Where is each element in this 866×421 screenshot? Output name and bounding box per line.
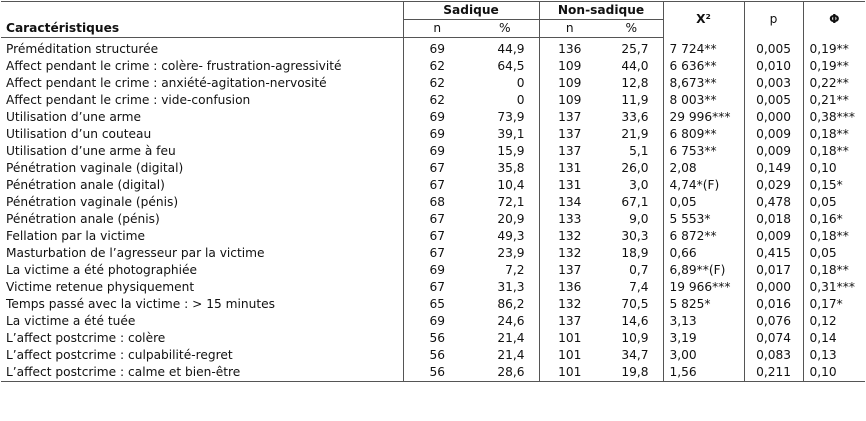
cell-n-non-sadique: 137: [539, 262, 600, 279]
header-row-groups: [1, 2, 865, 20]
cell-chi-square: 3,00: [663, 347, 744, 364]
table-row: [1, 177, 865, 194]
cell-n-non-sadique: 137: [539, 313, 600, 330]
cell-pct-non-sadique: 7,4: [629, 280, 649, 294]
table-row: [1, 364, 865, 382]
table-row: [1, 313, 865, 330]
cell-pct-sadique: 72,1: [497, 195, 525, 209]
cell-pct-non-sadique: 21,9: [621, 127, 649, 141]
cell-p-value: 0,083: [744, 347, 803, 364]
cell-n-non-sadique: 137: [539, 126, 600, 143]
cell-n-sadique: 62: [403, 92, 471, 109]
cell-n-non-sadique: 137: [539, 143, 600, 160]
cell-chi-square: 0,66: [663, 245, 744, 262]
cell-phi: 0,17*: [803, 296, 865, 313]
table-body: [1, 38, 865, 382]
column-header-n-sadique: n: [403, 20, 471, 38]
cell-pct-sadique: 15,9: [497, 144, 525, 158]
cell-p-value: 0,149: [744, 160, 803, 177]
cell-pct-sadique: 28,6: [471, 364, 539, 382]
cell-pct-sadique: 49,3: [497, 229, 525, 243]
cell-chi-square: 7 724**: [663, 38, 744, 59]
cell-chi-square: 0,05: [663, 194, 744, 211]
cell-n-sadique: 67: [403, 177, 471, 194]
cell-n-non-sadique: 136: [539, 38, 600, 59]
cell-phi: 0,13: [803, 347, 865, 364]
cell-chi-square: 5 553*: [663, 211, 744, 228]
statistics-table-container: [1, 1, 865, 419]
group-header-non-sadique: Non-sadique: [539, 2, 663, 20]
cell-pct-non-sadique: 30,3: [621, 229, 649, 243]
column-header-chi-square: X²: [663, 2, 744, 38]
cell-pct-non-sadique: 44,0: [621, 59, 649, 73]
cell-n-sadique: 69: [403, 38, 471, 59]
cell-n-sadique: 56: [403, 364, 471, 382]
cell-chi-square: 6 872**: [663, 228, 744, 245]
cell-p-value: 0,018: [744, 211, 803, 228]
cell-n-sadique: 69: [403, 109, 471, 126]
column-header-phi: Φ: [803, 2, 865, 38]
cell-pct-non-sadique: 9,0: [629, 212, 649, 226]
row-label: La victime a été tuée: [6, 314, 136, 328]
table-row: [1, 194, 865, 211]
cell-pct-non-sadique: 5,1: [629, 144, 649, 158]
table-row: [1, 126, 865, 143]
cell-chi-square: 5 825*: [663, 296, 744, 313]
cell-chi-square: 29 996***: [663, 109, 744, 126]
cell-phi: 0,05: [803, 245, 865, 262]
table-row: [1, 347, 865, 364]
cell-pct-non-sadique: 19,8: [600, 364, 663, 382]
table-row: [1, 143, 865, 160]
column-header-caracteristiques: Caractéristiques: [1, 20, 403, 38]
cell-phi: 0,16*: [803, 211, 865, 228]
cell-n-non-sadique: 134: [539, 194, 600, 211]
table-row: [1, 75, 865, 92]
column-header-n-non-sadique: n: [539, 20, 600, 38]
row-label: Victime retenue physiquement: [6, 280, 195, 294]
cell-n-sadique: 67: [403, 245, 471, 262]
cell-p-value: 0,009: [744, 143, 803, 160]
cell-p-value: 0,000: [744, 279, 803, 296]
row-label: L’affect postcrime : calme et bien-être: [1, 364, 403, 382]
cell-n-non-sadique: 101: [539, 330, 600, 347]
cell-pct-sadique: 20,9: [497, 212, 525, 226]
cell-n-sadique: 65: [403, 296, 471, 313]
row-label: Utilisation d’une arme: [6, 110, 141, 124]
cell-n-sadique: 62: [403, 58, 471, 75]
cell-phi: 0,10: [803, 160, 865, 177]
cell-chi-square: 6 809**: [663, 126, 744, 143]
cell-n-sadique: 69: [403, 313, 471, 330]
cell-phi: 0,05: [803, 194, 865, 211]
cell-p-value: 0,000: [744, 109, 803, 126]
cell-phi: 0,18**: [803, 143, 865, 160]
table-row: [1, 109, 865, 126]
cell-chi-square: 4,74*(F): [663, 177, 744, 194]
row-label: Pénétration vaginale (digital): [6, 161, 184, 175]
group-header-sadique: Sadique: [403, 2, 539, 20]
row-label: Pénétration anale (pénis): [6, 212, 160, 226]
cell-n-non-sadique: 109: [539, 58, 600, 75]
cell-pct-non-sadique: 11,9: [621, 93, 649, 107]
cell-phi: 0,14: [803, 330, 865, 347]
table-row: [1, 262, 865, 279]
cell-n-non-sadique: 136: [539, 279, 600, 296]
cell-phi: 0,18**: [803, 126, 865, 143]
cell-n-sadique: 56: [403, 347, 471, 364]
cell-p-value: 0,074: [744, 330, 803, 347]
cell-phi: 0,21**: [803, 92, 865, 109]
cell-p-value: 0,415: [744, 245, 803, 262]
cell-chi-square: 19 966***: [663, 279, 744, 296]
cell-n-non-sadique: 132: [539, 228, 600, 245]
cell-n-sadique: 69: [403, 143, 471, 160]
cell-pct-non-sadique: 12,8: [621, 76, 649, 90]
cell-n-sadique: 67: [403, 279, 471, 296]
cell-chi-square: 3,19: [663, 330, 744, 347]
cell-pct-sadique: 64,5: [497, 59, 525, 73]
cell-chi-square: 6 636**: [663, 58, 744, 75]
row-label: L’affect postcrime : colère: [6, 331, 166, 345]
cell-p-value: 0,211: [744, 364, 803, 382]
column-header-p-value: p: [744, 2, 803, 38]
table-row: [1, 245, 865, 262]
cell-n-non-sadique: 109: [539, 75, 600, 92]
cell-pct-sadique: 21,4: [497, 331, 525, 345]
table-row: [1, 228, 865, 245]
cell-chi-square: 1,56: [663, 364, 744, 382]
cell-pct-non-sadique: 3,0: [629, 178, 649, 192]
row-label: Affect pendant le crime : colère- frustration-agressivité: [6, 59, 342, 73]
table-row: [1, 330, 865, 347]
cell-p-value: 0,478: [744, 194, 803, 211]
cell-n-sadique: 67: [403, 160, 471, 177]
cell-chi-square: 8 003**: [663, 92, 744, 109]
cell-pct-sadique: 0: [516, 76, 525, 90]
cell-pct-sadique: 10,4: [497, 178, 525, 192]
cell-pct-sadique: 0: [516, 93, 525, 107]
cell-pct-non-sadique: 70,5: [621, 297, 649, 311]
row-label: Masturbation de l’agresseur par la victime: [6, 246, 265, 260]
cell-phi: 0,22**: [803, 75, 865, 92]
cell-p-value: 0,003: [744, 75, 803, 92]
cell-chi-square: 8,673**: [663, 75, 744, 92]
cell-pct-sadique: 24,6: [497, 314, 525, 328]
row-label: Pénétration vaginale (pénis): [6, 195, 179, 209]
cell-pct-sadique: 21,4: [497, 348, 525, 362]
cell-phi: 0,18**: [803, 228, 865, 245]
cell-phi: 0,18**: [803, 262, 865, 279]
cell-n-non-sadique: 131: [539, 160, 600, 177]
row-label: Fellation par la victime: [6, 229, 145, 243]
row-label: Affect pendant le crime : anxiété-agitation-nervosité: [6, 76, 327, 90]
cell-pct-non-sadique: 0,7: [629, 263, 649, 277]
row-label: Affect pendant le crime : vide-confusion: [6, 93, 251, 107]
cell-pct-non-sadique: 33,6: [621, 110, 649, 124]
cell-pct-sadique: 31,3: [497, 280, 525, 294]
cell-n-sadique: 62: [403, 75, 471, 92]
cell-p-value: 0,016: [744, 296, 803, 313]
cell-n-sadique: 69: [403, 126, 471, 143]
cell-phi: 0,31***: [803, 279, 865, 296]
cell-n-non-sadique: 131: [539, 177, 600, 194]
row-label: Temps passé avec la victime : > 15 minutes: [6, 297, 275, 311]
cell-p-value: 0,005: [744, 92, 803, 109]
cell-pct-sadique: 35,8: [497, 161, 525, 175]
cell-pct-non-sadique: 25,7: [621, 42, 649, 56]
header-empty-cell: [1, 2, 403, 20]
cell-pct-non-sadique: 26,0: [621, 161, 649, 175]
table-row: [1, 160, 865, 177]
cell-phi: 0,38***: [803, 109, 865, 126]
statistics-table: [1, 1, 865, 382]
table-row: [1, 279, 865, 296]
table-row: [1, 58, 865, 75]
cell-pct-sadique: 7,2: [505, 263, 525, 277]
cell-n-non-sadique: 137: [539, 109, 600, 126]
cell-chi-square: 6,89**(F): [663, 262, 744, 279]
cell-pct-non-sadique: 67,1: [621, 195, 649, 209]
column-header-pct-sadique: %: [471, 20, 539, 38]
cell-p-value: 0,029: [744, 177, 803, 194]
cell-phi: 0,10: [803, 364, 865, 382]
table-row: [1, 296, 865, 313]
cell-pct-non-sadique: 18,9: [621, 246, 649, 260]
cell-pct-non-sadique: 14,6: [621, 314, 649, 328]
row-label: Utilisation d’une arme à feu: [6, 144, 176, 158]
row-label: Utilisation d’un couteau: [6, 127, 152, 141]
cell-phi: 0,19**: [803, 58, 865, 75]
row-label: Préméditation structurée: [6, 42, 159, 56]
cell-phi: 0,19**: [803, 38, 865, 59]
table-row: [1, 92, 865, 109]
cell-pct-non-sadique: 34,7: [621, 348, 649, 362]
row-label: L’affect postcrime : culpabilité-regret: [6, 348, 233, 362]
cell-pct-sadique: 39,1: [497, 127, 525, 141]
cell-n-non-sadique: 101: [539, 347, 600, 364]
cell-p-value: 0,009: [744, 126, 803, 143]
cell-n-sadique: 56: [403, 330, 471, 347]
cell-n-non-sadique: 132: [539, 296, 600, 313]
cell-pct-sadique: 44,9: [497, 42, 525, 56]
table-row: [1, 211, 865, 228]
cell-chi-square: 6 753**: [663, 143, 744, 160]
cell-n-sadique: 67: [403, 211, 471, 228]
cell-n-non-sadique: 109: [539, 92, 600, 109]
cell-pct-sadique: 23,9: [497, 246, 525, 260]
row-label: La victime a été photographiée: [6, 263, 198, 277]
cell-pct-sadique: 73,9: [497, 110, 525, 124]
cell-n-sadique: 69: [403, 262, 471, 279]
cell-p-value: 0,076: [744, 313, 803, 330]
cell-n-sadique: 67: [403, 228, 471, 245]
cell-n-sadique: 68: [403, 194, 471, 211]
cell-n-non-sadique: 101: [539, 364, 600, 382]
row-label: Pénétration anale (digital): [6, 178, 165, 192]
column-header-pct-non-sadique: %: [600, 20, 663, 38]
cell-chi-square: 2,08: [663, 160, 744, 177]
cell-p-value: 0,009: [744, 228, 803, 245]
cell-pct-non-sadique: 10,9: [621, 331, 649, 345]
cell-p-value: 0,005: [744, 38, 803, 59]
cell-n-non-sadique: 132: [539, 245, 600, 262]
cell-phi: 0,12: [803, 313, 865, 330]
cell-phi: 0,15*: [803, 177, 865, 194]
cell-chi-square: 3,13: [663, 313, 744, 330]
cell-p-value: 0,017: [744, 262, 803, 279]
cell-n-non-sadique: 133: [539, 211, 600, 228]
cell-pct-sadique: 86,2: [497, 297, 525, 311]
cell-p-value: 0,010: [744, 58, 803, 75]
table-row: [1, 38, 865, 59]
